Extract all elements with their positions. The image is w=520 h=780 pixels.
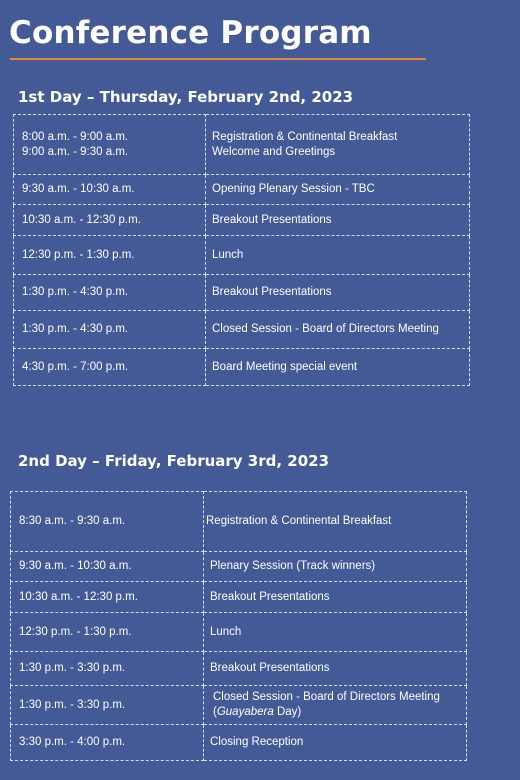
event-cell (204, 686, 467, 725)
event-note-emphasis: Guayabera (216, 706, 274, 718)
day-2-heading: 2nd Day – Friday, February 3rd, 2023 (18, 452, 330, 470)
time-cell (14, 115, 206, 175)
time-slot: 12:30 p.m. - 1:30 p.m. (19, 625, 132, 638)
event-cell (204, 552, 467, 582)
event-cell (206, 311, 470, 349)
time-slot: 4:30 p.m. - 7:00 p.m. (22, 360, 129, 373)
schedule-row (14, 236, 470, 275)
time-cell (14, 275, 206, 311)
schedule-row (11, 552, 467, 582)
event-title: Plenary Session (Track winners) (210, 560, 376, 572)
event-title: Lunch (210, 625, 242, 638)
event-title: Lunch (212, 248, 244, 261)
time-cell (11, 552, 204, 582)
time-slot: 9:30 a.m. - 10:30 a.m. (19, 560, 132, 572)
time-slot: 1:30 p.m. - 4:30 p.m. (22, 286, 129, 298)
event-note (213, 705, 460, 720)
schedule-row (14, 115, 470, 175)
schedule-row (14, 175, 470, 205)
event-note-open: ( (213, 706, 217, 718)
time-cell (11, 652, 204, 686)
time-cell (14, 205, 206, 236)
time-cell (14, 349, 206, 386)
title-underline (10, 58, 426, 60)
schedule-row (11, 652, 467, 686)
event-cell (204, 652, 467, 686)
event-cell (204, 725, 467, 761)
page-title: Conference Program (9, 15, 372, 51)
schedule-row (14, 311, 470, 349)
event-title: Breakout Presentations (212, 213, 332, 226)
day-2-schedule-table (10, 491, 467, 761)
time-cell (11, 686, 204, 725)
event-title: Registration & Continental Breakfast (206, 515, 392, 527)
event-title: Breakout Presentations (212, 286, 332, 298)
event-cell (206, 236, 470, 275)
event-title: Registration & Continental Breakfast (212, 130, 398, 143)
time-cell (14, 175, 206, 205)
event-title: Closed Session - Board of Directors Meeting (212, 323, 439, 335)
event-cell (206, 275, 470, 311)
schedule-row (11, 613, 467, 652)
schedule-row (11, 686, 467, 725)
day-1-schedule-table (13, 114, 470, 386)
time-slot: 8:30 a.m. - 9:30 a.m. (19, 515, 126, 527)
event-cell (206, 115, 470, 175)
event-title: Closed Session - Board of Directors Meeting (213, 691, 440, 703)
time-slot: 1:30 p.m. - 4:30 p.m. (22, 323, 129, 335)
event-cell (204, 613, 467, 652)
time-slot: 9:00 a.m. - 9:30 a.m. (22, 145, 129, 158)
schedule-row (14, 349, 470, 386)
schedule-row (11, 582, 467, 613)
time-slot: 10:30 a.m. - 12:30 p.m. (19, 590, 138, 603)
time-cell (14, 236, 206, 275)
schedule-row (11, 725, 467, 761)
time-slot: 1:30 p.m. - 3:30 p.m. (19, 662, 126, 674)
time-cell (11, 492, 204, 552)
schedule-row (14, 205, 470, 236)
time-cell (14, 311, 206, 349)
time-slot: 3:30 p.m. - 4:00 p.m. (19, 736, 126, 748)
time-slot: 8:00 a.m. - 9:00 a.m. (22, 130, 129, 143)
event-title: Closing Reception (210, 736, 304, 748)
event-title: Opening Plenary Session - TBC (212, 183, 375, 195)
event-cell (206, 175, 470, 205)
time-cell (11, 725, 204, 761)
day-1-heading: 1st Day – Thursday, February 2nd, 2023 (18, 88, 354, 106)
time-slot: 9:30 a.m. - 10:30 a.m. (22, 183, 135, 195)
event-cell (204, 582, 467, 613)
schedule-row (11, 492, 467, 552)
event-note-close: Day) (273, 706, 302, 718)
event-title: Breakout Presentations (210, 590, 330, 603)
time-slot: 1:30 p.m. - 3:30 p.m. (19, 698, 126, 711)
event-title: Breakout Presentations (210, 662, 330, 674)
time-slot: 12:30 p.m. - 1:30 p.m. (22, 248, 135, 261)
event-cell (206, 205, 470, 236)
event-title: Board Meeting special event (212, 360, 358, 373)
event-cell (206, 349, 470, 386)
schedule-row (14, 275, 470, 311)
time-slot: 10:30 a.m. - 12:30 p.m. (22, 213, 141, 226)
time-cell (11, 582, 204, 613)
event-title: Welcome and Greetings (212, 145, 336, 158)
event-cell (204, 492, 467, 552)
time-cell (11, 613, 204, 652)
